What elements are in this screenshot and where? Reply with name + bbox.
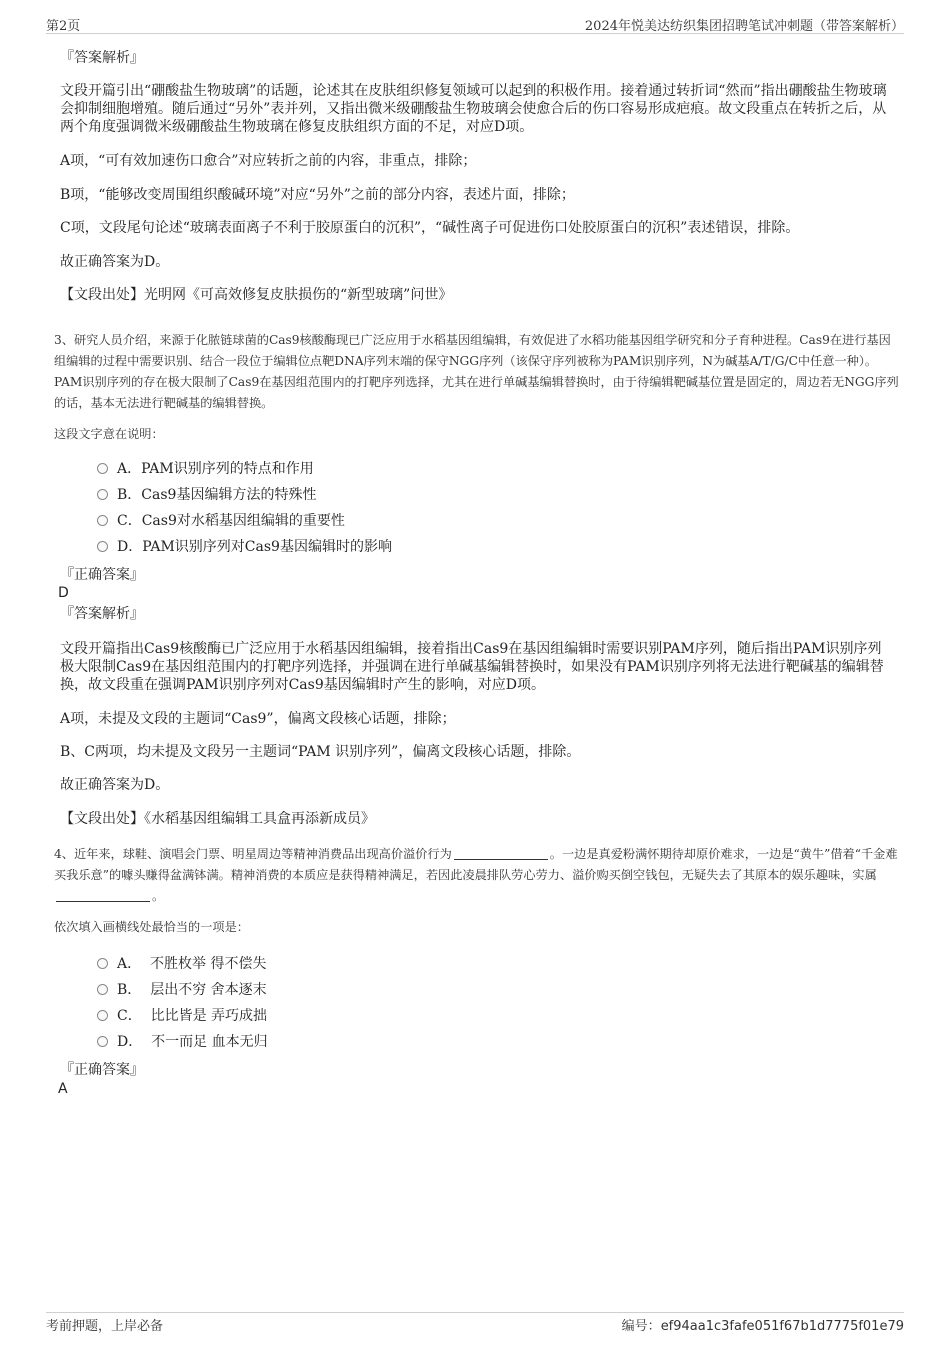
fill-blank-2	[56, 889, 150, 902]
radio-icon[interactable]	[97, 489, 108, 500]
document-code: 编号：ef94aa1c3fafe051f67b1d7775f01e79	[621, 1319, 904, 1334]
q3-answer-label: 『正确答案』	[60, 567, 144, 583]
q3-analysis-label: 『答案解析』	[60, 606, 144, 622]
q3-source: 【文段出处】《水稻基因组编辑工具盒再添新成员》	[60, 811, 375, 827]
q3-option-a-note: A项，未提及文段的主题词“Cas9”，偏离文段核心话题，排除；	[60, 711, 456, 727]
q3-prompt: 这段文字意在说明：	[54, 427, 164, 441]
q2-analysis-label: 『答案解析』	[60, 50, 144, 66]
radio-icon[interactable]	[97, 463, 108, 474]
footer-slogan: 考前押题，上岸必备	[46, 1319, 164, 1334]
radio-icon[interactable]	[97, 984, 108, 995]
q3-option-a[interactable]: A．PAM识别序列的特点和作用	[97, 460, 314, 478]
q3-conclusion: 故正确答案为D。	[60, 777, 170, 793]
page-number: 第2页	[46, 19, 81, 34]
q2-option-c-note: C项，文段尾句论述“玻璃表面离子不利于胶原蛋白的沉积”，“碱性离子可促进伤口处胶原蛋白的沉积”表述错误，排除。	[60, 220, 800, 236]
radio-icon[interactable]	[97, 515, 108, 526]
q3-option-d[interactable]: D．PAM识别序列对Cas9基因编辑时的影响	[97, 538, 392, 556]
page-footer	[46, 1312, 904, 1335]
q4-option-d[interactable]: D． 不一而足 血本无归	[97, 1033, 268, 1051]
q2-option-b-note: B项，“能够改变周围组织酸碱环境”对应“另外”之前的部分内容，表述片面，排除；	[60, 187, 575, 203]
q4-stem: 4、近年来，球鞋、演唱会门票、明星周边等精神消费品出现高价溢价行为 。一边是真爱粉满怀期待却原价难求，一边是“黄牛”借着“千金难买我乐意”的噱头赚得盆满钵满。精神消费的本质应是获得精神满足，若因此凌晨排队劳心劳力、溢价购买倒空钱包，无疑失去了其原本的娱乐趣味，实属。	[54, 847, 898, 903]
q3-answer: D	[58, 585, 69, 601]
radio-icon[interactable]	[97, 541, 108, 552]
q2-source: 【文段出处】光明网《可高效修复皮肤损伤的“新型玻璃”问世》	[60, 287, 453, 303]
q3-option-c[interactable]: C．Cas9对水稻基因组编辑的重要性	[97, 512, 345, 530]
q3-analysis: 文段开篇指出Cas9核酸酶已广泛应用于水稻基因组编辑，接着指出Cas9在基因组编辑时需要识别PAM序列，随后指出PAM识别序列极大限制Cas9在基因组范围内的打靶序列选择，并强调在进行单碱基编辑替换时，如果没有PAM识别序列将无法进行靶碱基的编辑替换，故文段重在强调PAM识别序列对Cas9基因编辑时产生的影响，对应D项。	[60, 641, 884, 693]
page-header	[46, 13, 904, 34]
q4-option-a[interactable]: A． 不胜枚举 得不偿失	[97, 955, 266, 973]
q3-stem: 3、研究人员介绍，来源于化脓链球菌的Cas9核酸酶现已广泛应用于水稻基因组编辑，有效促进了水稻功能基因组学研究和分子育种进程。Cas9在进行基因组编辑的过程中需要识别、结合一段位于编辑位点靶DNA序列末端的保守NGG序列（该保守序列被称为PAM识别序列，N为碱基A/T/G/C中任意一种）。PAM识别序列的存在极大限制了Cas9在基因组范围内的打靶序列选择，尤其在进行单碱基编辑替换时，由于待编辑靶碱基位置是固定的，周边若无NGG序列的话，基本无法进行靶碱基的编辑替换。	[54, 333, 899, 410]
q2-analysis: 文段开篇引出“硼酸盐生物玻璃”的话题，论述其在皮肤组织修复领域可以起到的积极作用。接着通过转折词“然而”指出硼酸盐生物玻璃会抑制细胞增殖。随后通过“另外”表并列，又指出微米级硼酸盐生物玻璃会使愈合后的伤口容易形成疤痕。故文段重点在转折之后，从两个角度强调微米级硼酸盐生物玻璃在修复皮肤组织方面的不足，对应D项。	[60, 83, 887, 135]
q4-option-b[interactable]: B． 层出不穷 舍本逐末	[97, 981, 267, 999]
radio-icon[interactable]	[97, 1010, 108, 1021]
q2-conclusion: 故正确答案为D。	[60, 254, 170, 270]
q3-option-bc-note: B、C两项，均未提及文段另一主题词“PAM 识别序列”，偏离文段核心话题，排除。	[60, 744, 581, 760]
radio-icon[interactable]	[97, 958, 108, 969]
q4-answer: A	[58, 1081, 68, 1097]
q4-answer-label: 『正确答案』	[60, 1062, 144, 1078]
document-title: 2024年悦美达纺织集团招聘笔试冲刺题（带答案解析）	[584, 19, 904, 34]
radio-icon[interactable]	[97, 1036, 108, 1047]
q2-option-a-note: A项，“可有效加速伤口愈合”对应转折之前的内容，非重点，排除；	[60, 153, 477, 169]
q4-prompt: 依次填入画横线处最恰当的一项是：	[54, 920, 249, 934]
fill-blank-1	[454, 847, 548, 860]
q3-option-b[interactable]: B．Cas9基因编辑方法的特殊性	[97, 486, 316, 504]
q4-option-c[interactable]: C． 比比皆是 弄巧成拙	[97, 1007, 267, 1025]
